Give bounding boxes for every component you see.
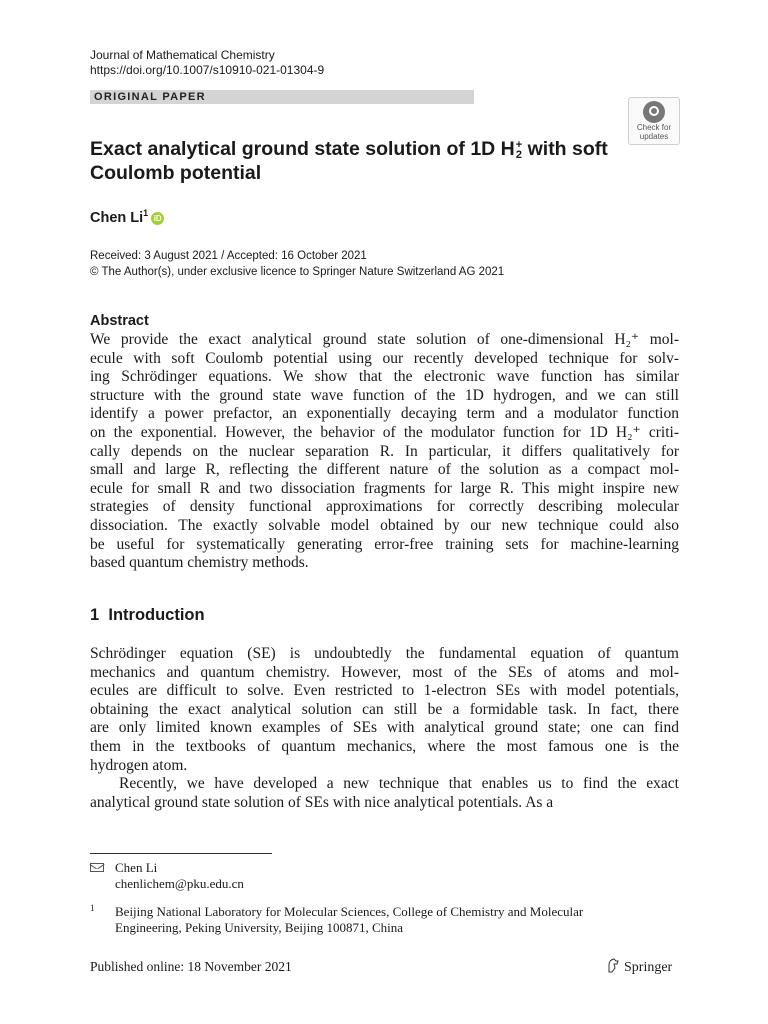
- text-line: cally depends on the nuclear separation R. In particular, it differs qualitatively for: [90, 442, 679, 460]
- journal-name: Journal of Mathematical Chemistry: [90, 48, 275, 62]
- text-line: obtaining the exact analytical solution can still be a formidable task. In fact, there: [90, 700, 679, 718]
- text-line: are only limited known examples of SEs with analytical ground state; one can find: [90, 719, 679, 737]
- copyright-line: © The Author(s), under exclusive licence to Springer Nature Switzerland AG 2021: [90, 266, 505, 278]
- text-line: ecules are difficult to solve. Even restricted to 1-electron SEs with model potentials,: [90, 682, 679, 700]
- springer-logo: [606, 958, 672, 976]
- title-part1: Exact analytical ground state solution of 1D H: [90, 138, 515, 160]
- intro-paragraph-2: [90, 775, 679, 812]
- check-for-updates-badge[interactable]: [628, 97, 680, 145]
- section-heading-introduction: [90, 606, 205, 625]
- article-type-label: ORIGINAL PAPER: [94, 91, 206, 103]
- article-type-bar: [90, 90, 474, 104]
- text-line: mechanics and quantum chemistry. However, most of the SEs of atoms and mol-: [90, 663, 679, 681]
- text-line: strategies of density functional approximations for correctly describing molecular: [90, 498, 679, 516]
- text-line: based quantum chemistry methods.: [90, 554, 309, 572]
- contact-email[interactable]: chenlichem@pku.edu.cn: [115, 876, 244, 891]
- check-updates-icon: [643, 101, 665, 123]
- intro-paragraph-1: [90, 645, 679, 775]
- text-line: We provide the exact analytical ground state solution of one-dimensional H₂⁺ mol-: [90, 331, 679, 348]
- section-title: Introduction: [108, 606, 205, 624]
- author-name[interactable]: Chen Li: [90, 209, 144, 226]
- footnote-divider: [90, 853, 272, 854]
- abstract-heading: Abstract: [90, 313, 149, 329]
- publisher-name: Springer: [624, 960, 673, 975]
- title-sub: 2: [515, 148, 523, 161]
- affiliation-text: Beijing National Laboratory for Molecular Sciences, College of Chemistry and Molecular Engineering, Peking University, Beijing 100871, China: [115, 904, 584, 935]
- affiliation-number: 1: [90, 903, 95, 913]
- contact-name: Chen Li: [115, 860, 158, 875]
- title-line2: Coulomb potential: [90, 162, 262, 184]
- text-line: Schrödinger equation (SE) is undoubtedly the fundamental equation of quantum: [90, 645, 679, 662]
- text-line: Recently, we have developed a new technique that enables us to find the exact: [90, 775, 679, 792]
- check-updates-line2: updates: [639, 132, 669, 141]
- author-affil-mark: 1: [143, 208, 149, 218]
- title-part2: with soft: [522, 138, 608, 160]
- text-line: analytical ground state solution of SEs with nice analytical potentials. As a: [90, 793, 554, 811]
- text-line: dissociation. The exactly solvable model obtained by our new technique could also: [90, 516, 679, 534]
- text-line: ecule with soft Coulomb potential using our recently developed technique for solv-: [90, 349, 679, 367]
- author-line: [90, 208, 164, 226]
- title-sup: +: [515, 138, 523, 151]
- envelope-icon: [90, 863, 104, 872]
- dates-line: Received: 3 August 2021 / Accepted: 16 October 2021: [90, 250, 367, 262]
- text-line: structure with the ground state wave function of the 1D hydrogen, and we can still: [90, 386, 679, 404]
- text-line: on the exponential. However, the behavior of the modulator function for 1D H₂⁺ criti-: [90, 423, 679, 441]
- check-updates-line1: Check for: [636, 123, 672, 132]
- text-line: them in the textbooks of quantum mechanics, where the most famous one is the: [90, 737, 679, 755]
- section-number: 1: [90, 606, 100, 624]
- orcid-icon[interactable]: iD: [151, 212, 164, 225]
- text-line: be useful for systematically generating error-free training sets for machine-learning: [90, 535, 679, 553]
- text-line: identify a power prefactor, an exponentially decaying term and a modulator function: [90, 405, 679, 423]
- published-date: Published online: 18 November 2021: [90, 959, 292, 974]
- text-line: hydrogen atom.: [90, 756, 188, 774]
- text-line: ing Schrödinger equations. We show that the electronic wave function has similar: [90, 368, 679, 386]
- doi-link[interactable]: https://doi.org/10.1007/s10910-021-01304-9: [90, 63, 325, 77]
- text-line: small and large R, reflecting the different nature of the solution as a compact mol-: [90, 461, 679, 479]
- text-line: ecule for small R and two dissociation fragments for large R. This might inspire new: [90, 479, 679, 497]
- abstract-body: [90, 331, 679, 573]
- springer-horse-icon: [606, 958, 620, 973]
- paper-title: [90, 137, 630, 185]
